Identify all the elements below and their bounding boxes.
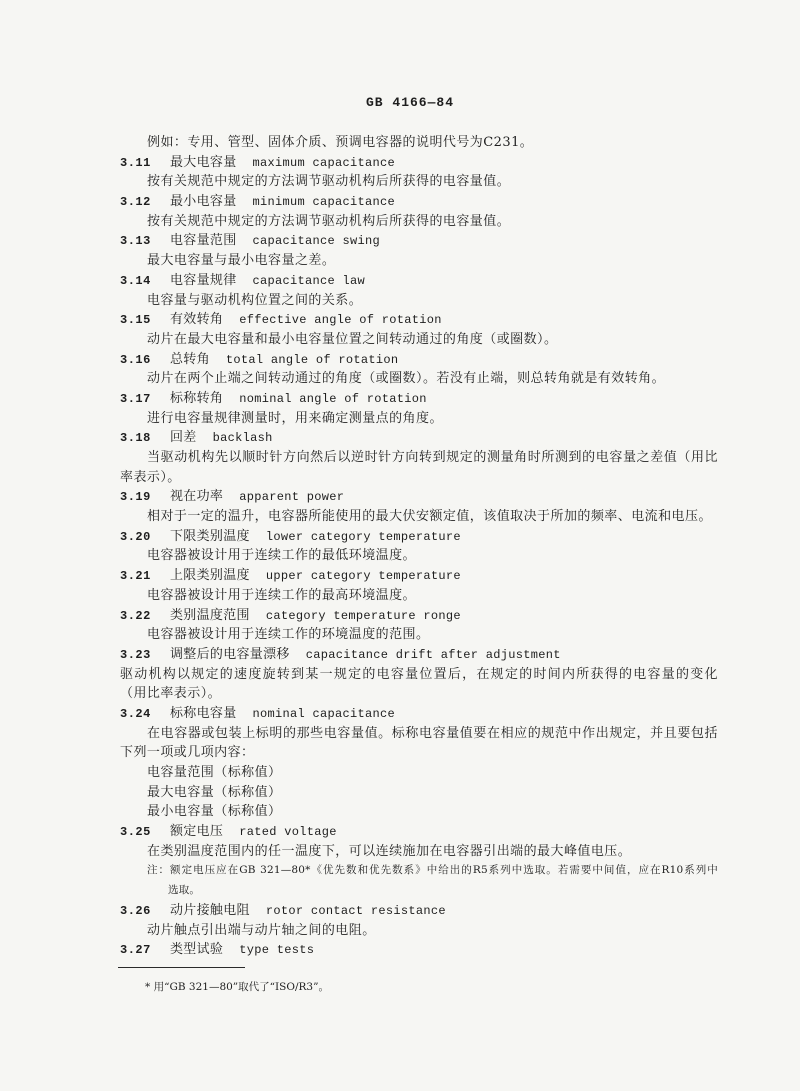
- term-definition: 最大电容量与最小电容量之差。: [147, 253, 336, 269]
- term-definition-continued: （用比率表示）。: [120, 686, 222, 702]
- term-heading-3-22: [0, 606, 800, 626]
- note-text-continued: 选取。: [168, 884, 201, 897]
- term-title-zh: 总转角: [170, 351, 210, 367]
- term-number: 3.18: [120, 431, 151, 446]
- term-number: 3.17: [120, 391, 151, 406]
- term-heading-3-18: [0, 428, 800, 448]
- term-number: 3.16: [120, 352, 151, 367]
- term-number: 3.15: [120, 313, 151, 328]
- term-title-zh: 回差: [170, 430, 197, 446]
- term-title-en: type tests: [239, 943, 315, 958]
- term-definition: 进行电容量规律测量时，用来确定测量点的角度。: [147, 410, 443, 426]
- term-heading-3-19: [0, 487, 800, 507]
- intro-paragraph: 例如：专用、管型、固体介质、预调电容器的说明代号为C231。: [147, 135, 534, 150]
- footnote-divider: [118, 967, 245, 968]
- term-title-zh: 最大电容量: [170, 154, 237, 170]
- term-title-zh: 电容量范围: [170, 233, 237, 249]
- term-definition: 电容量与驱动机构位置之间的关系。: [147, 292, 363, 308]
- term-definition: 动片触点引出端与动片轴之间的电阻。: [147, 922, 376, 938]
- term-title-zh: 上限类别温度: [170, 568, 250, 584]
- term-heading-3-23: [0, 645, 800, 665]
- page-header-standard-code: GB 4166—84: [365, 95, 454, 110]
- term-heading-3-21: [0, 566, 800, 586]
- list-item: 最小电容量（标称值）: [147, 804, 282, 820]
- term-number: 3.11: [120, 155, 151, 170]
- term-title-zh: 视在功率: [170, 489, 224, 505]
- term-number: 3.22: [120, 608, 151, 623]
- term-heading-3-12: [0, 192, 800, 212]
- term-title-zh: 下限类别温度: [170, 528, 250, 544]
- term-definition: 动片在最大电容量和最小电容量位置之间转动通过的角度（或圈数）。: [147, 331, 558, 347]
- term-title-en: rotor contact resistance: [265, 903, 446, 918]
- term-title-en: capacitance law: [252, 273, 366, 288]
- term-title-en: lower category temperature: [265, 529, 461, 544]
- term-definition: 按有关规范中规定的方法调节驱动机构后所获得的电容量值。: [147, 213, 511, 229]
- term-title-zh: 调整后的电容量漂移: [170, 646, 290, 662]
- term-heading-3-14: [0, 271, 800, 291]
- footnote: * 用“GB 321—80”取代了“ISO/R3”。: [145, 981, 329, 993]
- term-definition: 电容器被设计用于连续工作的最高环境温度。: [147, 587, 417, 603]
- term-heading-3-20: [0, 527, 800, 547]
- term-number: 3.13: [120, 234, 151, 249]
- term-definition: 动片在两个止端之间转动通过的角度（或圈数）。若没有止端，则总转角就是有效转角。: [147, 371, 666, 387]
- term-title-en: capacitance drift after adjustment: [305, 647, 561, 662]
- term-title-zh: 类型试验: [170, 942, 224, 958]
- term-number: 3.24: [120, 706, 151, 721]
- term-definition: 电容器被设计用于连续工作的环境温度的范围。: [147, 627, 430, 643]
- term-title-zh: 标称转角: [170, 390, 224, 406]
- term-heading-3-15: [0, 310, 800, 330]
- term-heading-3-24: [0, 704, 800, 724]
- term-title-en: total angle of rotation: [225, 352, 399, 367]
- term-title-en: capacitance swing: [252, 234, 381, 249]
- term-heading-3-26: [0, 901, 800, 921]
- term-title-en: effective angle of rotation: [239, 313, 442, 328]
- term-title-en: nominal angle of rotation: [239, 391, 427, 406]
- term-title-en: maximum capacitance: [252, 155, 396, 170]
- term-heading-3-11: [0, 153, 800, 173]
- term-heading-3-16: [0, 350, 800, 370]
- note-text: 注：额定电压应在GB 321—80*《优先数和优先数系》中给出的R5系列中选取。若需要中间值，应在R10系列中: [147, 864, 718, 877]
- term-title-zh: 最小电容量: [170, 194, 237, 210]
- term-definition: 在类别温度范围内的任一温度下，可以连续施加在电容器引出端的最大峰值电压。: [147, 843, 632, 859]
- term-number: 3.26: [120, 903, 151, 918]
- term-title-en: upper category temperature: [265, 569, 461, 584]
- list-item: 最大电容量（标称值）: [147, 784, 282, 800]
- term-definition-continued: 率表示）。: [120, 469, 181, 485]
- term-definition: 当驱动机构先以顺时针方向然后以逆时针方向转到规定的测量角时所测到的电容量之差值（用比: [147, 450, 718, 465]
- term-definition: 在电容器或包装上标明的那些电容量值。标称电容量值要在相应的规范中作出规定，并且要包括: [147, 725, 718, 741]
- term-definition: 驱动机构以规定的速度旋转到某一规定的电容量位置后，在规定的时间内所获得的电容量的变化: [120, 666, 718, 682]
- term-definition-continued: 下列一项或几项内容：: [120, 745, 255, 761]
- term-title-en: backlash: [212, 431, 273, 446]
- term-number: 3.12: [120, 195, 151, 210]
- term-title-en: category temperature ronge: [265, 608, 461, 623]
- term-title-zh: 有效转角: [170, 312, 224, 328]
- list-item: 电容量范围（标称值）: [147, 765, 282, 780]
- term-heading-3-25: [0, 822, 800, 842]
- term-heading-3-13: [0, 231, 800, 251]
- term-definition: 电容器被设计用于连续工作的最低环境温度。: [147, 548, 417, 564]
- term-number: 3.19: [120, 490, 151, 505]
- term-number: 3.21: [120, 569, 151, 584]
- term-number: 3.23: [120, 647, 151, 662]
- term-definition: 相对于一定的温升，电容器所能使用的最大伏安额定值，该值取决于所加的频率、电流和电压。: [147, 509, 712, 525]
- term-title-zh: 电容量规律: [170, 272, 237, 288]
- term-title-zh: 类别温度范围: [170, 607, 250, 623]
- term-number: 3.27: [120, 943, 151, 958]
- document-body: [0, 133, 800, 960]
- term-title-zh: 标称电容量: [170, 705, 237, 721]
- term-heading-3-27: [0, 940, 800, 960]
- term-definition: 按有关规范中规定的方法调节驱动机构后所获得的电容量值。: [147, 174, 511, 190]
- term-title-zh: 动片接触电阻: [170, 902, 250, 918]
- term-title-en: apparent power: [239, 490, 345, 505]
- term-title-en: nominal capacitance: [252, 706, 396, 721]
- term-title-zh: 额定电压: [170, 824, 224, 840]
- term-number: 3.20: [120, 529, 151, 544]
- term-number: 3.14: [120, 273, 151, 288]
- term-number: 3.25: [120, 825, 151, 840]
- term-heading-3-17: [0, 389, 800, 409]
- term-title-en: rated voltage: [239, 825, 337, 840]
- term-title-en: minimum capacitance: [252, 195, 396, 210]
